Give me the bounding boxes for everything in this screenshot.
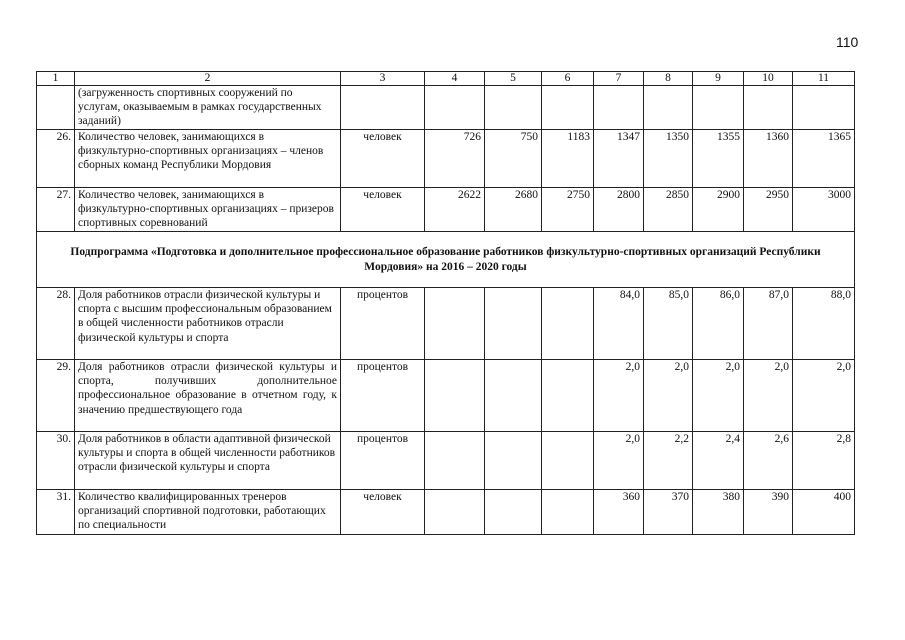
value-cell: 370 — [644, 490, 693, 535]
value-cell: 2622 — [425, 188, 485, 232]
value-cell — [485, 432, 542, 490]
value-cell — [542, 360, 594, 432]
indicator-description: Доля работников в области адаптивной физической культуры и спорта в общей численности работников отрасли физической культуры и спорта — [75, 432, 341, 490]
value-cell: 2900 — [693, 188, 744, 232]
column-number: 8 — [644, 72, 693, 86]
table-row — [37, 188, 855, 232]
unit-cell: человек — [341, 130, 425, 188]
table-row — [37, 288, 855, 360]
subprogram-title: Подпрограмма «Подготовка и дополнительное профессиональное образование работников физкультурно-спортивных организаций Республики Мордовия» на 2016 – 2020 годы — [37, 232, 855, 288]
value-cell: 85,0 — [644, 288, 693, 360]
row-number: 30. — [37, 432, 75, 490]
column-number: 10 — [744, 72, 793, 86]
value-cell: 1365 — [793, 130, 855, 188]
value-cell: 2,0 — [744, 360, 793, 432]
value-cell: 2,4 — [693, 432, 744, 490]
value-cell: 2,0 — [793, 360, 855, 432]
column-number: 3 — [341, 72, 425, 86]
column-number: 11 — [793, 72, 855, 86]
column-number: 1 — [37, 72, 75, 86]
value-cell: 84,0 — [594, 288, 644, 360]
unit-cell — [341, 86, 425, 130]
value-cell — [425, 432, 485, 490]
value-cell — [542, 288, 594, 360]
value-cell — [425, 490, 485, 535]
value-cell: 2800 — [594, 188, 644, 232]
value-cell — [425, 86, 485, 130]
column-number: 7 — [594, 72, 644, 86]
value-cell — [542, 432, 594, 490]
value-cell — [485, 86, 542, 130]
value-cell: 1347 — [594, 130, 644, 188]
value-cell — [594, 86, 644, 130]
value-cell — [542, 86, 594, 130]
unit-cell: человек — [341, 490, 425, 535]
value-cell: 1183 — [542, 130, 594, 188]
value-cell: 360 — [594, 490, 644, 535]
value-cell: 86,0 — [693, 288, 744, 360]
column-number: 2 — [75, 72, 341, 86]
indicators-table — [36, 71, 855, 535]
value-cell: 390 — [744, 490, 793, 535]
value-cell: 1350 — [644, 130, 693, 188]
unit-cell: процентов — [341, 432, 425, 490]
column-number: 6 — [542, 72, 594, 86]
column-number: 9 — [693, 72, 744, 86]
value-cell — [793, 86, 855, 130]
indicator-description: Количество человек, занимающихся в физкультурно-спортивных организациях – членов сборных команд Республики Мордовия — [75, 130, 341, 188]
indicator-description: Количество квалифицированных тренеров организаций спортивной подготовки, работающих по специальности — [75, 490, 341, 535]
value-cell: 2,8 — [793, 432, 855, 490]
value-cell: 2,0 — [693, 360, 744, 432]
row-number: 26. — [37, 130, 75, 188]
value-cell: 726 — [425, 130, 485, 188]
table-row — [37, 130, 855, 188]
value-cell: 2,0 — [644, 360, 693, 432]
subprogram-row — [37, 232, 855, 288]
value-cell: 2,2 — [644, 432, 693, 490]
value-cell: 400 — [793, 490, 855, 535]
value-cell: 2,6 — [744, 432, 793, 490]
value-cell — [485, 288, 542, 360]
indicator-description: Количество человек, занимающихся в физкультурно-спортивных организациях – призеров спортивных соревнований — [75, 188, 341, 232]
value-cell — [425, 288, 485, 360]
row-number — [37, 86, 75, 130]
unit-cell: процентов — [341, 288, 425, 360]
value-cell — [425, 360, 485, 432]
table-row — [37, 490, 855, 535]
value-cell — [644, 86, 693, 130]
value-cell: 2,0 — [594, 432, 644, 490]
value-cell: 2750 — [542, 188, 594, 232]
column-number: 5 — [485, 72, 542, 86]
value-cell: 2950 — [744, 188, 793, 232]
value-cell: 380 — [693, 490, 744, 535]
unit-cell: человек — [341, 188, 425, 232]
value-cell — [485, 490, 542, 535]
value-cell: 2850 — [644, 188, 693, 232]
page-number: 110 — [836, 34, 859, 50]
row-number: 27. — [37, 188, 75, 232]
unit-cell: процентов — [341, 360, 425, 432]
column-number: 4 — [425, 72, 485, 86]
value-cell: 3000 — [793, 188, 855, 232]
table-row — [37, 86, 855, 130]
value-cell: 2680 — [485, 188, 542, 232]
value-cell: 88,0 — [793, 288, 855, 360]
indicator-description: Доля работников отрасли физической культуры и спорта, получивших дополнительное профессиональное образование в отчетном году, к значению предшествующего года — [75, 360, 341, 432]
value-cell: 1360 — [744, 130, 793, 188]
indicator-description: Доля работников отрасли физической культуры и спорта с высшим профессиональным образованием в общей численности работников отрасли физической культуры и спорта — [75, 288, 341, 360]
value-cell: 87,0 — [744, 288, 793, 360]
table-row — [37, 432, 855, 490]
column-numbers-row — [37, 72, 855, 86]
value-cell — [542, 490, 594, 535]
value-cell: 2,0 — [594, 360, 644, 432]
value-cell — [485, 360, 542, 432]
table-row — [37, 360, 855, 432]
row-number: 31. — [37, 490, 75, 535]
value-cell — [693, 86, 744, 130]
row-number: 28. — [37, 288, 75, 360]
value-cell: 1355 — [693, 130, 744, 188]
row-number: 29. — [37, 360, 75, 432]
indicator-description: (загруженность спортивных сооружений по услугам, оказываемым в рамках государственных заданий) — [75, 86, 341, 130]
value-cell — [744, 86, 793, 130]
value-cell: 750 — [485, 130, 542, 188]
